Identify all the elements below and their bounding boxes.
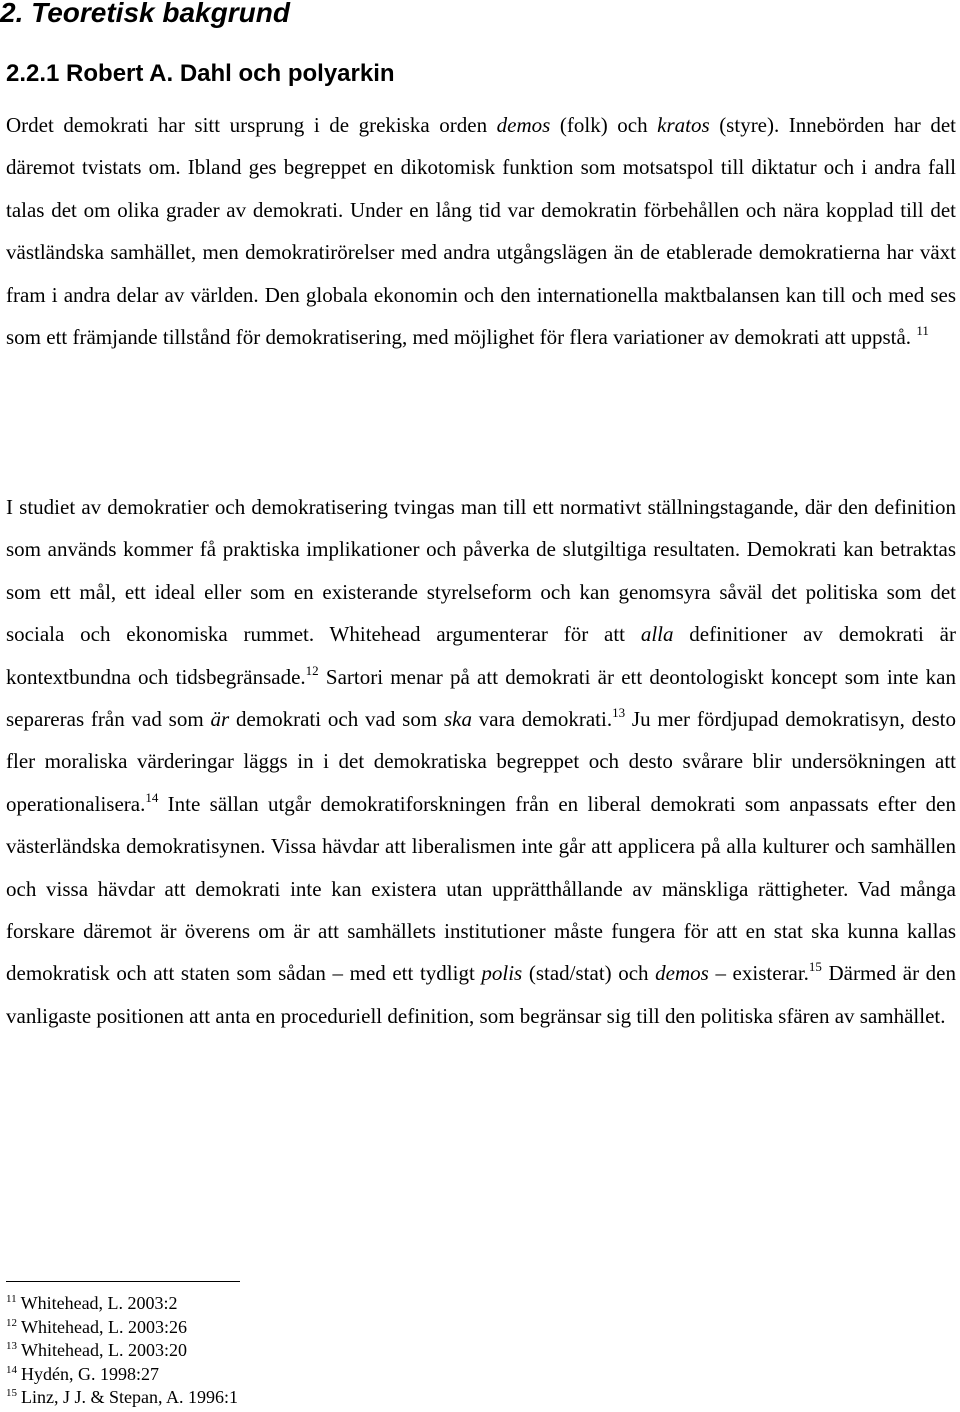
text-run: Sartori menar på att demokrati är ett deontologiskt koncept som inte kan separeras från vad som	[6, 664, 956, 732]
section-title: 2.2.1 Robert A. Dahl och polyarkin	[6, 60, 395, 87]
footnote-number: 14	[6, 1363, 17, 1376]
footnote-number: 15	[6, 1387, 17, 1399]
footnote-ref-14: 14	[145, 789, 159, 805]
text-run: Inte sällan utgår demokratiforskningen från en liberal demokrati som anpassats efter den västerländska demokratisynen. Vissa hävdar att liberalismen inte går att applicera på alla kulturer och samhällen och vissa hävdar att demokrati inte kan existera utan upprätthållande av mänskliga rättigheter. Vad många forskare däremot är överens om är att samhällets institutioner måste fungera för att en stat ska kunna kallas demokratisk och att staten som sådan – med ett tydligt	[6, 791, 956, 986]
chapter-title: 2. Teoretisk bakgrund	[0, 0, 290, 28]
footnote-number: 12	[6, 1316, 17, 1329]
body-paragraph-2	[6, 486, 956, 1037]
text-run: I studiet av demokratier och demokratisering tvingas man till ett normativt ställningstagande, där den definition som används kommer få praktiska implikationer och påverka de slutgiltiga resultaten. Demokrati kan betraktas som ett mål, ett ideal eller som en existerande styrelseform och kan genomsyra såväl det politiska som det sociala och ekonomiska rummet. Whitehead argumenterar för att	[6, 495, 956, 647]
footnote-text: Linz, J J. & Stepan, A. 1996:1	[21, 1387, 238, 1407]
italic-term-ar: är	[210, 707, 230, 732]
footnote-ref-11: 11	[916, 323, 929, 339]
italic-term-demos: demos	[496, 113, 551, 137]
footnote-text: Whitehead, L. 2003:2	[20, 1293, 178, 1313]
footnote-item	[6, 1363, 238, 1387]
footnote-item	[6, 1339, 238, 1363]
text-run: Ordet demokrati har sitt ursprung i de grekiska orden	[6, 113, 497, 137]
footnote-number: 11	[6, 1293, 17, 1305]
italic-term-kratos: kratos	[657, 113, 710, 137]
footnote-ref-15: 15	[808, 959, 822, 975]
italic-term-alla: alla	[640, 622, 674, 647]
italic-term-demos: demos	[655, 961, 709, 986]
text-run: (styre). Innebörden har det däremot tvistats om. Ibland ges begreppet en dikotomisk funktion som motsatspol till diktatur och i andra fall talas det om olika grader av demokrati. Under en lång tid var demokratin förbehållen och nära kopplad till det västländska samhället, men demokratirörelser med andra utgångslägen än de etablerade demokratierna har växt fram i andra delar av världen. Den globala ekonomin och den internationella maktbalansen kan till och med ses som ett främjande tillstånd för demokratisering, med möjlighet för flera variationer av demokrati att uppstå.	[6, 113, 956, 350]
footnote-ref-13: 13	[612, 705, 626, 721]
footnote-ref-12: 12	[305, 662, 319, 678]
footnote-text: Whitehead, L. 2003:26	[21, 1316, 187, 1337]
text-run: Ju mer fördjupad demokratisyn, desto fler moraliska värderingar läggs in i det demokratiska begreppet och desto svårare blir undersökningen att operationalisera.	[6, 707, 956, 816]
footnote-separator	[6, 1281, 240, 1282]
footnote-item	[6, 1386, 238, 1410]
text-run: demokrati och vad som	[229, 707, 444, 732]
footnote-number: 13	[6, 1340, 17, 1352]
footnote-text: Whitehead, L. 2003:20	[21, 1340, 187, 1360]
text-run: – existerar.	[708, 961, 809, 986]
text-run: definitioner av demokrati är kontextbundna och tidsbegränsade.	[6, 622, 956, 689]
footnote-item	[6, 1316, 238, 1340]
italic-term-polis: polis	[481, 961, 523, 986]
body-paragraph-1	[6, 104, 956, 358]
footnote-text: Hydén, G. 1998:27	[21, 1363, 159, 1384]
footnote-list	[6, 1292, 238, 1410]
text-run: Därmed är den vanligaste positionen att anta en proceduriell definition, som begränsar sig till den politiska sfären av samhället.	[6, 961, 956, 1028]
italic-term-ska: ska	[443, 707, 472, 732]
text-run: vara demokrati.	[471, 707, 613, 732]
text-run: (stad/stat) och	[522, 961, 656, 986]
text-run: (folk) och	[550, 113, 658, 137]
footnote-item	[6, 1292, 238, 1316]
